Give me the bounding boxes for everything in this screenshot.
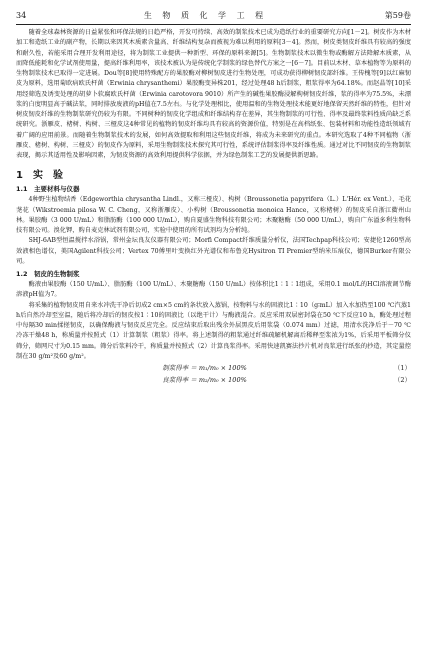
equation-pulp-yield [16, 362, 411, 374]
equation-2-number: （2） [393, 376, 411, 384]
running-header [16, 10, 411, 25]
pulping-paragraph: 将采集的植物韧皮用自来水冲洗干净后切成2 cm×5 cm的条状放入蒸锅，按物料与水的固液比1∶10（g∶mL）加入水加热至100 ℃汽蒸1 h后自然冷却至室温，随后将冷却后的韧皮按1∶10的固液比（以绝干计）与酶液混合。反应采用双层密封袋在50 ℃下反应10 h，酶处理过程中每隔30 min揉搓韧皮，以确保酶液与韧皮反应完全。反应结束后取出残余外层黑皮后用浆袋（0.074 mm）过滤，用清水洗净后于－70 ℃冷冻干燥48 h，称质量并按照式（1）计算制浆（粗浆）得率。将上述制得的粗浆通过纤维疏解机解离后稀释至浆浓为1%，后采用平板筛分仪筛分，筛网尺寸为0.15 mm。筛分后浆料冷干，称质量并按照式（2）计算良浆得率。采用快速凯赛法抄片机对良浆进行纸张的抄造，其定量控制在30 g/m²及60 g/m²。 [16, 301, 411, 360]
page-number: 34 [16, 11, 27, 20]
subsection-heading-pulping: 1.2 韧皮的生物制浆 [16, 270, 80, 278]
journal-name: 生 物 质 化 学 工 程 [143, 11, 268, 20]
page [16, 10, 411, 386]
subsection-heading-materials: 1.1 主要材料与仪器 [16, 185, 80, 194]
equation-1-expression: 制浆得率 ＝ m₁/m₀ × 100% [162, 364, 247, 372]
intro-paragraph: 随着全球森林资源的日益紧张和环保法规的日趋严格，开发可持续、高效的制浆技术已成为造纸行业的重要研究方向[1－2]。树皮作为木材加工和造纸工业的副产物，长期以来因其木质素含量高、纤维结构复杂而被视为难以利用的原料[3－4]。然而，树皮类韧皮纤维具有较高的强度和耐久性，若能采用合理开发利用途径，将为制浆工业提供一种新型、环保的原料来源[5]。生物制浆技术以微生物或酶解方法降解木质素，从而降低能耗和化学试剂使用量，提高纤维利用率，该技术被认为是传统化学制浆的绿色替代方案之一[6－7]。目前以木材、草本植物等为原料的生物制浆技术已取得一定进展。Dou等[8]使用特殊配方的果胶酶对柳树韧皮进行生物处理，可成功获得柳树韧皮部纤维。王传槐等[9]以红麻韧皮为原料，选用菊欧病欧氏杆菌（Erwinia chrysanthemi）果胶酶变异株201，经过处理48 h后制浆，粗浆得率为64.18%。而赵晶等[10]采用经筛选及诱变处理的胡萝卜软腐欧氏杆菌（Erwinia carotovora 9010）所产生的碱性果胶酶浸解枸树韧皮纤维，浆的得率为75.5%，未漂浆的白度明显高于碱法浆，同时排放废液的pH值在7.5左右。与化学处理相比，使用温和的生物处理技术能更好地保留天然纤维的特性，但针对树皮韧皮纤维的生物制浆研究仍较为有限。不同树种的韧皮化学组成和纤维结构存在差异，其生物制浆的可行性、得率及最终浆料性质尚缺乏系统研究。浙雁皮、楮树、构树、三桠皮这4种常见的植物的韧皮纤维均具有较高的资源价值，特别是在高档纸张、包装材料和功能性造纸领域有着广阔的应用前景。而随着生物制浆技术的发展，如何高效提取和利用这些韧皮纤维，将成为未来研究的重点。本研究选取了4种不同植物（浙雁皮、楮树、构树、三桠皮）的韧皮作为原料，采用生物制浆技术探究其可行性，系统评估制浆得率及纤维性质。通过对比不同韧皮的生物制浆表现，揭示其适用性及影响因素，为韧皮资源的高效利用提供科学依据，并为绿色制浆工艺的发展提供新思路。 [16, 29, 411, 159]
instruments-paragraph: SHJ-6AB型恒温搅拌水浴锅，常州金坛良友仪器有限公司；Morfi Compact纤维质量分析仪，法国Techpap科技公司；安捷伦1260型高效液相色谱仪，美国Agilent科技公司；Vertex 70傅里叶变换红外光谱仪和布鲁克Hysitron TI Premier型纳米压痕仪，德国Burker有限公司。 [16, 237, 411, 265]
equation-2-expression: 良浆得率 ＝ m₂/m₀ × 100% [162, 376, 247, 384]
materials-paragraph: 4种野生植物结香（Edgeworthia chrysantha Lindl.，又称三桠皮）、构树（Broussonetia papyrifera（L.）L'Hér. ex Vent.）、毛花荛花（Wikstroemia pilosa W. C. Cheng，又称浙雁皮）、小构树（Broussonetia monoica Hance，又称楮树）的韧皮采自浙江衢州山林。果胶酶（3 000 U/mL）和脂肪酶（100 000 U/mL），购自夏盛生物科技有限公司；木聚糖酶（50 000 U/mL），购自广东溢多利生物科技有限公司。溴化钾，购自麦克林试剂有限公司，实验中使用的所有试剂均为分析纯。 [16, 196, 411, 234]
enzyme-paragraph: 酶液由果胶酶（150 U/mL）、脂肪酶（100 U/mL）、木聚糖酶（150 U/mL）按体积比1∶1∶1组成，采用0.1 mol/L的HCl溶液调节酶溶液pH值为7。 [16, 281, 411, 299]
volume-label: 第59卷 [384, 11, 411, 20]
equation-accepted-pulp-yield [16, 374, 411, 386]
section-heading-experiment: 1 实 验 [16, 170, 63, 182]
equation-1-number: （1） [393, 364, 411, 372]
